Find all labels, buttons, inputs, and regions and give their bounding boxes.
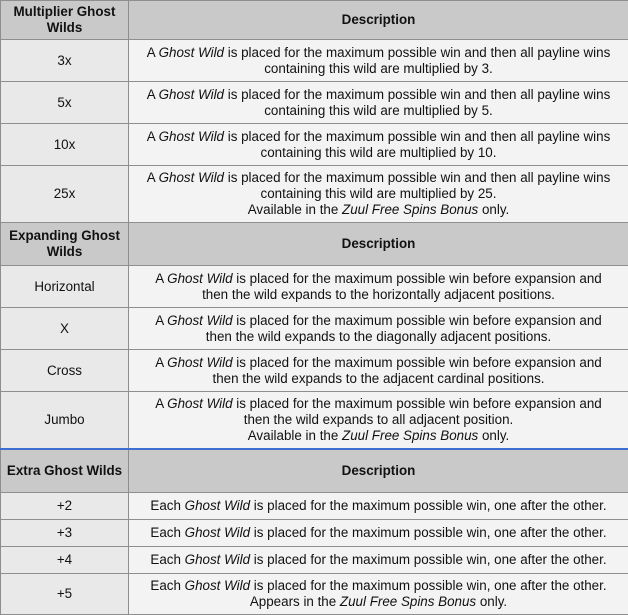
text-segment: then the wild expands to the horizontally adjacent positions. (202, 287, 555, 302)
text-segment: Each (150, 578, 184, 593)
text-segment: is placed for the maximum possible win before expansion and (233, 355, 602, 370)
description-line (135, 87, 622, 103)
text-segment: A (155, 271, 167, 286)
text-segment: containing this wild are multiplied by 25. (261, 186, 497, 201)
wild-type-label: Jumbo (1, 392, 129, 450)
text-segment: Each (150, 498, 184, 513)
wild-type-label: 10x (1, 124, 129, 166)
italic-term: Ghost Wild (167, 355, 232, 370)
text-segment: A (155, 313, 167, 328)
table-row (1, 493, 628, 520)
text-segment: is placed for the maximum possible win and then all payline wins (224, 45, 610, 60)
italic-term: Ghost Wild (167, 396, 232, 411)
wild-description (129, 392, 628, 450)
text-segment: Each (150, 525, 184, 540)
description-line (135, 552, 622, 568)
description-line (135, 170, 622, 186)
italic-term: Ghost Wild (159, 129, 224, 144)
text-segment: A (147, 87, 159, 102)
text-segment: then the wild expands to the diagonally adjacent positions. (206, 329, 551, 344)
section-title: Extra Ghost Wilds (1, 449, 129, 493)
description-line (135, 287, 622, 303)
italic-term: Zuul Free Spins Bonus (342, 202, 478, 217)
text-segment: then the wild expands to all adjacent position. (244, 412, 513, 427)
italic-term: Ghost Wild (185, 525, 250, 540)
wild-description (129, 350, 628, 392)
wild-description (129, 493, 628, 520)
description-header: Description (129, 1, 628, 40)
text-segment: Each (150, 552, 184, 567)
table-row (1, 266, 628, 308)
text-segment: Appears in the (250, 594, 340, 609)
description-line (135, 313, 622, 329)
section-header-row (1, 449, 628, 493)
wild-description (129, 40, 628, 82)
table-row (1, 350, 628, 392)
text-segment: containing this wild are multiplied by 5. (264, 103, 493, 118)
text-segment: Available in the (248, 428, 342, 443)
italic-term: Zuul Free Spins Bonus (342, 428, 478, 443)
description-line (135, 428, 622, 444)
section-title: Multiplier Ghost Wilds (1, 1, 129, 40)
text-segment: only. (478, 428, 509, 443)
description-line (135, 186, 622, 202)
wild-type-label: 25x (1, 166, 129, 223)
italic-term: Ghost Wild (185, 552, 250, 567)
description-header: Description (129, 449, 628, 493)
wild-type-label: +4 (1, 547, 129, 574)
description-line (135, 202, 622, 218)
description-header: Description (129, 223, 628, 266)
italic-term: Ghost Wild (159, 45, 224, 60)
text-segment: is placed for the maximum possible win before expansion and (233, 396, 602, 411)
text-segment: only. (476, 594, 507, 609)
text-segment: A (147, 129, 159, 144)
table-row (1, 392, 628, 450)
table-row (1, 166, 628, 223)
wild-type-label: Cross (1, 350, 129, 392)
text-segment: is placed for the maximum possible win, one after the other. (250, 498, 607, 513)
wild-type-label: X (1, 308, 129, 350)
table-row (1, 40, 628, 82)
table-row (1, 574, 628, 615)
wild-type-label: +3 (1, 520, 129, 547)
text-segment: is placed for the maximum possible win, one after the other. (250, 525, 607, 540)
table-row (1, 308, 628, 350)
wild-type-label: +5 (1, 574, 129, 615)
description-line (135, 525, 622, 541)
wild-type-label: 3x (1, 40, 129, 82)
text-segment: Available in the (248, 202, 342, 217)
wild-description (129, 520, 628, 547)
italic-term: Ghost Wild (185, 578, 250, 593)
description-line (135, 129, 622, 145)
text-segment: is placed for the maximum possible win before expansion and (233, 271, 602, 286)
wild-type-label: +2 (1, 493, 129, 520)
italic-term: Ghost Wild (167, 313, 232, 328)
table-row (1, 124, 628, 166)
wild-description (129, 266, 628, 308)
wild-description (129, 82, 628, 124)
table-row (1, 82, 628, 124)
description-line (135, 396, 622, 412)
description-line (135, 412, 622, 428)
description-line (135, 145, 622, 161)
text-segment: only. (478, 202, 509, 217)
text-segment: A (155, 355, 167, 370)
text-segment: is placed for the maximum possible win and then all payline wins (224, 87, 610, 102)
description-line (135, 578, 622, 594)
italic-term: Ghost Wild (185, 498, 250, 513)
description-line (135, 45, 622, 61)
text-segment: is placed for the maximum possible win and then all payline wins (224, 170, 610, 185)
description-line (135, 498, 622, 514)
text-segment: A (155, 396, 167, 411)
text-segment: containing this wild are multiplied by 10. (261, 145, 497, 160)
text-segment: A (147, 170, 159, 185)
text-segment: is placed for the maximum possible win, one after the other. (250, 578, 607, 593)
section-header-row (1, 1, 628, 40)
section-header-row (1, 223, 628, 266)
description-line (135, 371, 622, 387)
wild-description (129, 308, 628, 350)
text-segment: A (147, 45, 159, 60)
wild-description (129, 574, 628, 615)
description-line (135, 594, 622, 610)
description-line (135, 329, 622, 345)
text-segment: is placed for the maximum possible win before expansion and (233, 313, 602, 328)
description-line (135, 355, 622, 371)
text-segment: is placed for the maximum possible win, one after the other. (250, 552, 607, 567)
wild-type-label: 5x (1, 82, 129, 124)
text-segment: containing this wild are multiplied by 3. (264, 61, 493, 76)
section-title: Expanding Ghost Wilds (1, 223, 129, 266)
description-line (135, 61, 622, 77)
wild-description (129, 124, 628, 166)
text-segment: is placed for the maximum possible win and then all payline wins (224, 129, 610, 144)
italic-term: Ghost Wild (159, 170, 224, 185)
wild-type-label: Horizontal (1, 266, 129, 308)
italic-term: Ghost Wild (167, 271, 232, 286)
description-line (135, 103, 622, 119)
text-segment: then the wild expands to the adjacent cardinal positions. (212, 371, 544, 386)
description-line (135, 271, 622, 287)
wild-description (129, 547, 628, 574)
italic-term: Ghost Wild (159, 87, 224, 102)
table-row (1, 547, 628, 574)
wild-description (129, 166, 628, 223)
italic-term: Zuul Free Spins Bonus (340, 594, 476, 609)
table-row (1, 520, 628, 547)
